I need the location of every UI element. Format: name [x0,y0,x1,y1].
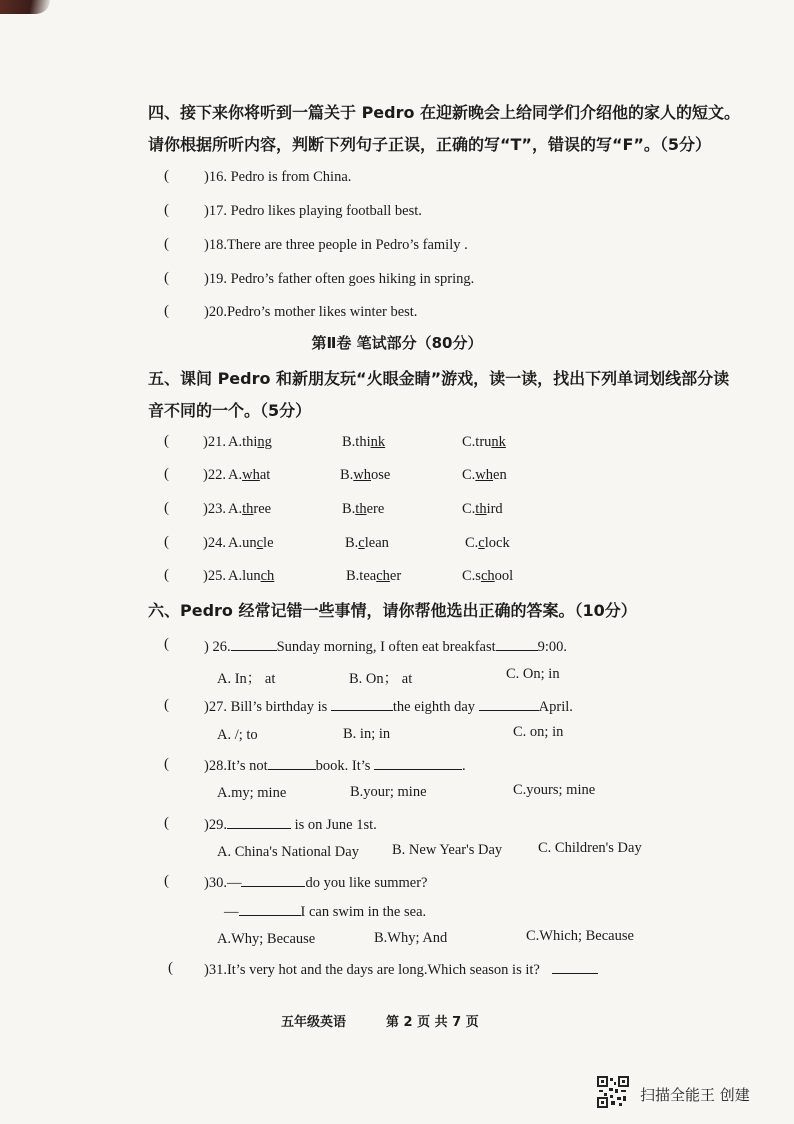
q27-text: the eighth day [392,699,479,715]
word-part: B.thi [342,434,371,450]
underlined-letters: nk [370,434,386,450]
option-c [462,434,506,451]
q26-text: Sunday morning, I often eat breakfast [276,639,496,655]
option-b [346,568,401,585]
q31-text: )31.It’s very hot and the days are long.Which season is it? [204,962,540,978]
answer-paren: ( [168,960,173,976]
option-a [228,535,274,552]
underlined-letters: ch [260,568,275,584]
q29-option-a: A. China's National Day [217,844,359,860]
word-part: le [263,535,274,551]
answer-paren: ( [164,466,169,482]
question-16: )16. Pedro is from China. [204,169,352,185]
answer-paren: ( [164,500,169,516]
q29-number: )29. [204,817,227,833]
underlined-letters: ch [480,568,495,584]
word-part: at [259,467,271,483]
word-part: ird [486,501,503,517]
word-part: er [389,568,402,584]
word-part: ere [366,501,385,517]
q28-text: book. It’s [315,758,375,774]
word-part: C.tru [462,434,492,450]
answer-paren: ( [164,534,169,550]
q30-reply-text: I can swim in the sea. [300,904,427,920]
option-c [462,501,503,518]
underlined-letters: th [242,501,254,517]
q30-option-c: C.Which; Because [526,928,634,944]
page-corner-shadow [0,0,50,14]
word-part: B. [342,501,356,517]
word-part: B. [345,535,359,551]
q28-option-c: C.yours; mine [513,782,596,798]
section-5-title-line1: 五、课间 Pedro 和新朋友玩“火眼金睛”游戏，读一读，找出下列单词划线部分读 [148,369,730,388]
q30-option-b: B.Why; And [374,930,448,946]
blank [374,755,462,770]
blank [231,636,277,651]
question-19: )19. Pedro’s father often goes hiking in spring. [204,271,475,287]
word-part: lock [484,535,510,551]
word-part: A.lun [228,568,261,584]
word-part: C. [462,467,476,483]
underlined-letters: c [478,535,485,551]
footer-page-number: 第 2 页 共 7 页 [386,1015,479,1030]
blank [268,755,316,770]
blank [552,959,598,974]
answer-paren: ( [164,636,169,652]
answer-paren: ( [164,202,169,218]
underlined-letters: c [256,535,264,551]
underlined-letters: ng [257,434,272,450]
word-part: C.s [462,568,481,584]
option-a [228,568,274,585]
underlined-letters: nk [491,434,506,450]
option-c [465,535,510,552]
q26-number: ) 26. [204,639,231,655]
question-17: )17. Pedro likes playing football best. [204,203,422,219]
answer-paren: ( [164,697,169,713]
q26-option-c: C. On; in [506,666,560,682]
section-6-title: 六、Pedro 经常记错一些事情，请你帮他选出正确的答案。（10分） [148,601,637,620]
question-number: )25. [203,568,226,584]
q27-number: )27. Bill’s birthday is [204,699,331,715]
answer-paren: ( [164,303,169,319]
option-a [228,467,270,484]
answer-paren: ( [164,168,169,184]
underlined-letters: wh [242,467,260,483]
underlined-letters: ch [376,568,390,584]
q30-reply-dash: — [224,904,239,920]
option-c [462,467,507,484]
qr-code-icon [597,1076,629,1108]
q28-option-b: B.your; mine [350,784,427,800]
question-18: )18.There are three people in Pedro’s family . [204,237,468,253]
question-20: )20.Pedro’s mother likes winter best. [204,304,418,320]
question-number: )21. [203,434,226,450]
question-number: )24. [203,535,226,551]
scanner-watermark: 扫描全能王 创建 [640,1086,750,1104]
answer-paren: ( [164,567,169,583]
q29-option-b: B. New Year's Day [392,842,503,858]
option-b [342,434,385,451]
answer-paren: ( [164,873,169,889]
q29-text: is on June 1st. [290,817,377,833]
word-part: A. [228,467,243,483]
option-b [342,501,384,518]
blank [239,901,301,916]
q27-option-b: B. in; in [343,726,391,742]
blank [227,814,291,829]
word-part: B. [340,467,354,483]
blank [241,872,305,887]
word-part: en [493,467,507,483]
option-b [345,535,389,552]
underlined-letters: th [355,501,367,517]
answer-paren: ( [164,236,169,252]
blank [479,696,539,711]
q29-option-c: C. Children's Day [538,840,642,856]
answer-paren: ( [164,270,169,286]
option-c [462,568,513,585]
word-part: C. [465,535,479,551]
answer-paren: ( [164,815,169,831]
word-part: ree [253,501,272,517]
q26-option-a: A. In； at [217,671,276,687]
q30-number: )30.— [204,875,242,891]
underlined-letters: wh [353,467,372,483]
underlined-letters: c [358,535,365,551]
q30-text: do you like summer? [305,875,428,891]
underlined-letters: wh [475,467,494,483]
word-part: B.tea [346,568,377,584]
section-5-title-line2: 音不同的一个。（5分） [148,401,312,420]
q26-option-b: B. On； at [349,671,413,687]
option-a [228,501,271,518]
option-a [228,434,272,451]
section-4-title-line2: 请你根据所听内容，判断下列句子正误，正确的写“T”，错误的写“F”。（5分） [148,135,712,154]
q27-option-a: A. /; to [217,727,258,743]
blank [496,636,538,651]
q28-number: )28.It’s not [204,758,268,774]
word-part: lean [364,535,389,551]
q28-text-end: . [462,758,466,774]
q27-option-c: C. on; in [513,724,564,740]
word-part: C. [462,501,476,517]
part-2-title: 第Ⅱ卷 笔试部分（80分） [311,334,483,352]
q27-text-end: April. [538,699,573,715]
option-b [340,467,390,484]
question-number: )23. [203,501,226,517]
section-4-title-line1: 四、接下来你将听到一篇关于 Pedro 在迎新晚会上给同学们介绍他的家人的短文。 [148,103,741,122]
question-number: )22. [203,467,226,483]
q26-text-end: 9:00. [537,639,568,655]
word-part: A.un [228,535,257,551]
answer-paren: ( [164,756,169,772]
blank [331,696,393,711]
word-part: ose [371,467,391,483]
footer-subject: 五年级英语 [281,1015,347,1030]
underlined-letters: th [475,501,487,517]
q30-option-a: A.Why; Because [217,931,316,947]
word-part: A. [228,501,243,517]
word-part: ool [494,568,514,584]
answer-paren: ( [164,433,169,449]
word-part: A.thi [228,434,258,450]
q28-option-a: A.my; mine [217,785,287,801]
